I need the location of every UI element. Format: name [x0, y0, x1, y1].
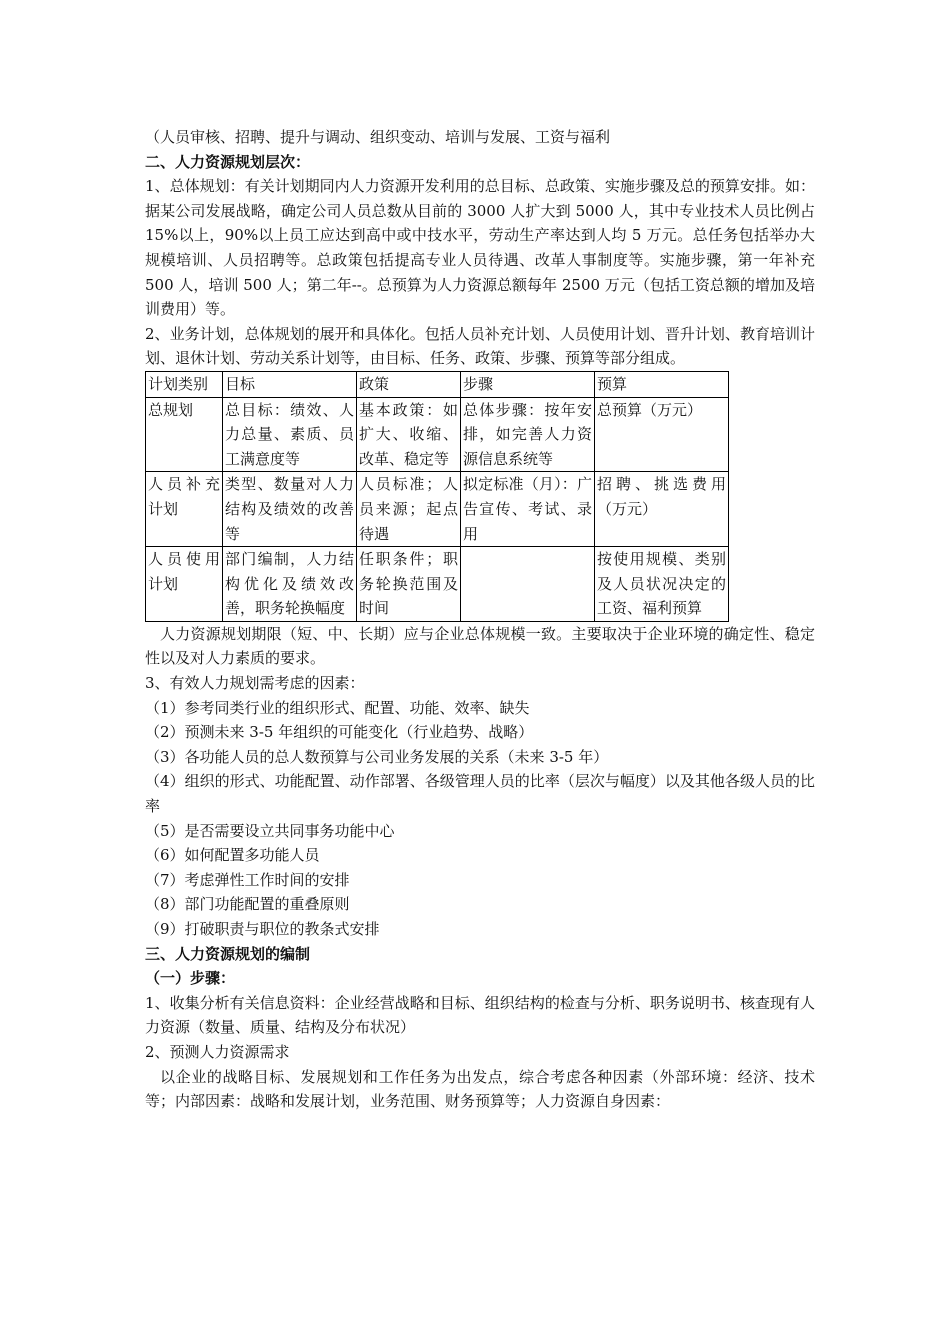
table-cell: 总预算（万元）	[595, 397, 729, 472]
list-item: （5）是否需要设立共同事务功能中心	[145, 821, 395, 840]
table-cell: 基本政策：如扩大、收缩、改革、稳定等	[357, 397, 461, 472]
text-line: （人员审核、招聘、提升与调动、组织变动、培训与发展、工资与福利	[145, 128, 611, 146]
table-cell: 类型、数量对人力结构及绩效的改善等	[223, 472, 357, 547]
table-header-cell: 政策	[357, 371, 461, 397]
paragraph: 1、总体规划：有关计划期同内人力资源开发利用的总目标、总政策、实施步骤及总的预算安排。如：据某公司发展战略，确定公司人员总数从目前的 3000 人扩大到 5000 人，其中专业技术人员比例占 15%以上，90%以上员工应达到高中或中技水平，劳动生产率达到人均 5 万元。总任务包括举办大规模培训、人员招聘等。总政策包括提高专业人员待遇、改革人事制度等。实施步骤，第一年补充 500 人，培训 500 人；第二年--。总预算为人力资源总额每年 2500 万元（包括工资总额的增加及培训费用）等。	[145, 177, 815, 319]
list-item: （6）如何配置多功能人员	[145, 846, 320, 865]
paragraph: 人力资源规划期限（短、中、长期）应与企业总体规模一致。主要取决于企业环境的确定性、稳定性以及对人力素质的要求。	[145, 624, 815, 668]
table-cell: 人员标准；人员来源；起点待遇	[357, 472, 461, 547]
table-cell: 总目标：绩效、人力总量、素质、员工满意度等	[223, 397, 357, 472]
table-cell: 拟定标准（月）：广告宣传、考试、录用	[461, 472, 595, 547]
section-heading: 二、人力资源规划层次：	[145, 152, 311, 171]
document-page	[145, 125, 815, 1114]
subsection-heading: （一）步骤：	[145, 969, 236, 988]
list-item: （1）参考同类行业的组织形式、配置、功能、效率、缺失	[145, 698, 530, 717]
table-cell: 招聘、挑选费用（万元）	[595, 472, 729, 547]
table-row	[146, 547, 729, 622]
table-row	[146, 472, 729, 547]
paragraph: 以企业的战略目标、发展规划和工作任务为出发点，综合考虑各种因素（外部环境：经济、技术等；内部因素：战略和发展计划，业务范围、财务预算等；人力资源自身因素：	[145, 1067, 815, 1111]
list-item: （4）组织的形式、功能配置、动作部署、各级管理人员的比率（层次与幅度）以及其他各级人员的比率	[145, 772, 815, 816]
table-header-cell: 计划类别	[146, 371, 223, 397]
table-cell: 部门编制，人力结构优化及绩效改善，职务轮换幅度	[223, 547, 357, 622]
list-item: （3）各功能人员的总人数预算与公司业务发展的关系（未来 3-5 年）	[145, 747, 609, 766]
table-header-cell: 步骤	[461, 371, 595, 397]
table-cell	[461, 547, 595, 622]
table-cell: 人员补充计划	[146, 472, 223, 547]
paragraph: 2、业务计划，总体规划的展开和具体化。包括人员补充计划、人员使用计划、晋升计划、教育培训计划、退休计划、劳动关系计划等，由目标、任务、政策、步骤、预算等部分组成。	[145, 324, 815, 368]
table-cell: 总体步骤：按年安排，如完善人力资源信息系统等	[461, 397, 595, 472]
list-item: （7）考虑弹性工作时间的安排	[145, 870, 350, 889]
table-cell: 按使用规模、类别及人员状况决定的工资、福利预算	[595, 547, 729, 622]
table-row	[146, 397, 729, 472]
section-heading: 三、人力资源规划的编制	[145, 944, 311, 963]
plan-table	[145, 371, 729, 622]
list-item: （2）预测未来 3-5 年组织的可能变化（行业趋势、战略）	[145, 723, 534, 742]
table-cell: 任职条件；职务轮换范围及时间	[357, 547, 461, 622]
text-line: 3、有效人力规划需考虑的因素：	[145, 674, 365, 693]
table-header-cell: 目标	[223, 371, 357, 397]
table-cell: 人员使用计划	[146, 547, 223, 622]
list-item: （8）部门功能配置的重叠原则	[145, 895, 350, 914]
table-cell: 总规划	[146, 397, 223, 472]
list-item: （9）打破职责与职位的教条式安排	[145, 920, 380, 938]
text-line: 2、预测人力资源需求	[145, 1042, 290, 1061]
table-header-row	[146, 371, 729, 397]
table-header-cell: 预算	[595, 371, 729, 397]
paragraph: 1、收集分析有关信息资料：企业经营战略和目标、组织结构的检查与分析、职务说明书、核查现有人力资源（数量、质量、结构及分布状况）	[145, 993, 815, 1037]
